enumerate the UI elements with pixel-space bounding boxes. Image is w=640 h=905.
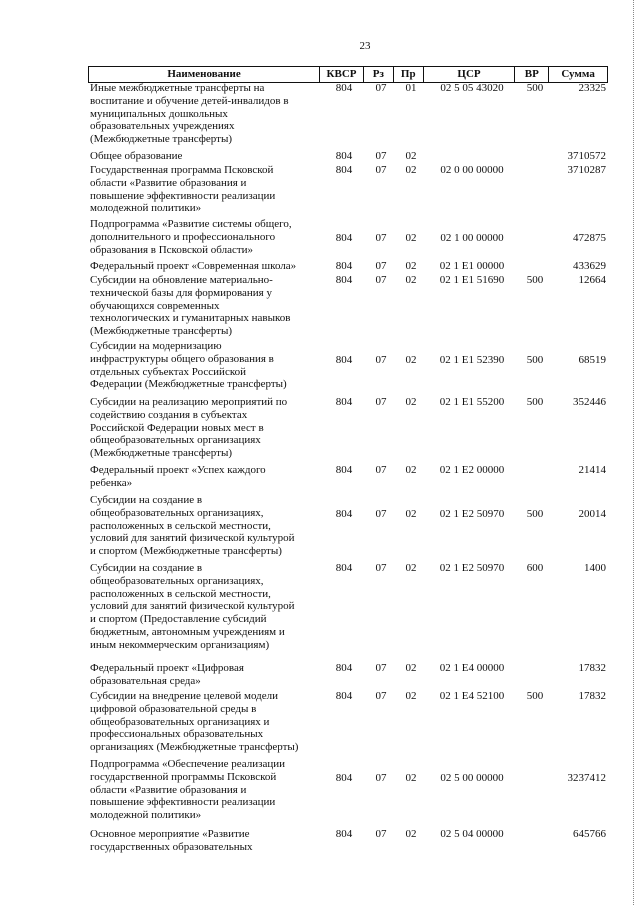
row-csr: 02 1 E4 00000 xyxy=(439,662,505,674)
row-rz: 07 xyxy=(375,164,387,176)
row-pr: 02 xyxy=(405,562,417,574)
row-csr: 02 1 E1 55200 xyxy=(439,396,505,408)
row-name: Общее образование xyxy=(90,150,183,162)
row-rz: 07 xyxy=(375,260,387,272)
row-rz: 07 xyxy=(375,274,387,286)
row-kvsr: 804 xyxy=(335,274,353,286)
row-sum: 17832 xyxy=(578,690,606,702)
row-sum: 23325 xyxy=(578,82,606,94)
row-vr: 500 xyxy=(526,508,544,520)
row-vr: 500 xyxy=(526,396,544,408)
row-pr: 02 xyxy=(405,662,417,674)
row-sum: 68519 xyxy=(578,354,606,366)
row-pr: 02 xyxy=(405,274,417,286)
row-rz: 07 xyxy=(375,562,387,574)
row-csr: 02 1 E1 52390 xyxy=(439,354,505,366)
row-name: Субсидии на внедрение целевой модели цифровой образовательной среды в общеобразовательных организациях и профессиональных образовательных организациях (Межбюджетные трансферты) xyxy=(90,690,299,754)
page-edge xyxy=(631,0,634,905)
row-rz: 07 xyxy=(375,396,387,408)
row-sum: 645766 xyxy=(573,828,606,840)
row-pr: 02 xyxy=(405,260,417,272)
row-pr: 02 xyxy=(405,690,417,702)
row-pr: 02 xyxy=(405,164,417,176)
row-kvsr: 804 xyxy=(335,508,353,520)
row-rz: 07 xyxy=(375,662,387,674)
row-rz: 07 xyxy=(375,508,387,520)
row-pr: 02 xyxy=(405,464,417,476)
header-kvsr: КВСР xyxy=(320,67,364,82)
table-header xyxy=(88,66,608,83)
row-kvsr: 804 xyxy=(335,662,353,674)
row-vr: 500 xyxy=(526,354,544,366)
row-csr: 02 1 E2 50970 xyxy=(439,562,505,574)
row-rz: 07 xyxy=(375,464,387,476)
row-pr: 01 xyxy=(405,82,417,94)
header-csr: ЦСР xyxy=(424,67,516,82)
row-kvsr: 804 xyxy=(335,232,353,244)
row-name: Основное мероприятие «Развитие государственных образовательных xyxy=(90,828,253,853)
header-sum: Сумма xyxy=(561,68,595,80)
header-vr: ВР xyxy=(515,67,549,82)
row-name: Субсидии на обновление материально- технической базы для формирования у обучающихся современных технологических и гуманитарных навыков (Межбюджетные трансферты) xyxy=(90,274,291,338)
row-sum: 20014 xyxy=(578,508,606,520)
row-rz: 07 xyxy=(375,828,387,840)
row-name: Федеральный проект «Современная школа» xyxy=(90,260,297,272)
row-name: Подпрограмма «Обеспечение реализации государственной программы Псковской области «Развитие образования и повышение эффективности реализации молодежной политики» xyxy=(90,758,285,822)
row-vr: 500 xyxy=(526,82,544,94)
row-kvsr: 804 xyxy=(335,82,353,94)
row-kvsr: 804 xyxy=(335,260,353,272)
row-rz: 07 xyxy=(375,690,387,702)
row-name: Федеральный проект «Успех каждого ребенка» xyxy=(90,464,266,489)
row-sum: 3237412 xyxy=(567,772,606,784)
row-sum: 21414 xyxy=(578,464,606,476)
header-rz: Рз xyxy=(364,67,394,82)
row-csr: 02 1 E2 00000 xyxy=(439,464,505,476)
row-vr: 500 xyxy=(526,690,544,702)
row-csr: 02 0 00 00000 xyxy=(440,164,504,176)
row-kvsr: 804 xyxy=(335,164,353,176)
page-number: 23 xyxy=(359,40,371,52)
row-kvsr: 804 xyxy=(335,828,353,840)
row-sum: 352446 xyxy=(573,396,606,408)
row-sum: 472875 xyxy=(573,232,606,244)
row-rz: 07 xyxy=(375,150,387,162)
row-sum: 3710572 xyxy=(567,150,606,162)
row-csr: 02 1 00 00000 xyxy=(440,232,504,244)
row-kvsr: 804 xyxy=(335,150,353,162)
row-vr: 600 xyxy=(526,562,544,574)
row-kvsr: 804 xyxy=(335,690,353,702)
row-csr: 02 5 05 43020 xyxy=(440,82,504,94)
row-rz: 07 xyxy=(375,772,387,784)
header-pr: Пр xyxy=(394,67,424,82)
row-name: Субсидии на модернизацию инфраструктуры общего образования в отдельных субъектах Российской Федерации (Межбюджетные трансферты) xyxy=(90,340,287,391)
row-pr: 02 xyxy=(405,772,417,784)
row-csr: 02 1 E4 52100 xyxy=(439,690,505,702)
row-rz: 07 xyxy=(375,354,387,366)
row-rz: 07 xyxy=(375,82,387,94)
row-csr: 02 5 00 00000 xyxy=(440,772,504,784)
row-kvsr: 804 xyxy=(335,562,353,574)
row-pr: 02 xyxy=(405,396,417,408)
row-name: Иные межбюджетные трансферты на воспитание и обучение детей-инвалидов в муниципальных дошкольных образовательных учреждениях (Межбюджетные трансферты) xyxy=(90,82,289,146)
row-pr: 02 xyxy=(405,150,417,162)
row-name: Федеральный проект «Цифровая образовательная среда» xyxy=(90,662,244,687)
row-csr: 02 1 E1 00000 xyxy=(439,260,505,272)
row-sum: 433629 xyxy=(573,260,606,272)
row-sum: 1400 xyxy=(584,562,606,574)
row-vr: 500 xyxy=(526,274,544,286)
row-pr: 02 xyxy=(405,232,417,244)
budget-table xyxy=(88,66,608,853)
row-name: Субсидии на создание в общеобразовательных организациях, расположенных в сельской местности, условий для занятий физической культурой и спортом (Предоставление субсидий бюджетным, автономным учреждениям и иным некоммерческим организациям) xyxy=(90,562,295,651)
row-kvsr: 804 xyxy=(335,354,353,366)
row-sum: 3710287 xyxy=(567,164,606,176)
row-name: Подпрограмма «Развитие системы общего, дополнительного и профессионального образования в Псковской области» xyxy=(90,218,292,256)
row-csr: 02 1 E1 51690 xyxy=(439,274,505,286)
header-name: Наименование xyxy=(89,67,320,82)
row-csr: 02 5 04 00000 xyxy=(440,828,504,840)
row-csr: 02 1 E2 50970 xyxy=(439,508,505,520)
row-kvsr: 804 xyxy=(335,464,353,476)
row-kvsr: 804 xyxy=(335,396,353,408)
row-name: Субсидии на реализацию мероприятий по содействию создания в субъектах Российской Федерации новых мест в общеобразовательных организациях (Межбюджетные трансферты) xyxy=(90,396,288,460)
row-name: Субсидии на создание в общеобразовательных организациях, расположенных в сельской местности, условий для занятий физической культурой и спортом (Межбюджетные трансферты) xyxy=(90,494,295,558)
row-pr: 02 xyxy=(405,354,417,366)
row-pr: 02 xyxy=(405,828,417,840)
row-rz: 07 xyxy=(375,232,387,244)
row-sum: 12664 xyxy=(578,274,606,286)
row-name: Государственная программа Псковской области «Развитие образования и повышение эффективности реализации молодежной политики» xyxy=(90,164,276,215)
row-sum: 17832 xyxy=(578,662,606,674)
row-kvsr: 804 xyxy=(335,772,353,784)
row-pr: 02 xyxy=(405,508,417,520)
